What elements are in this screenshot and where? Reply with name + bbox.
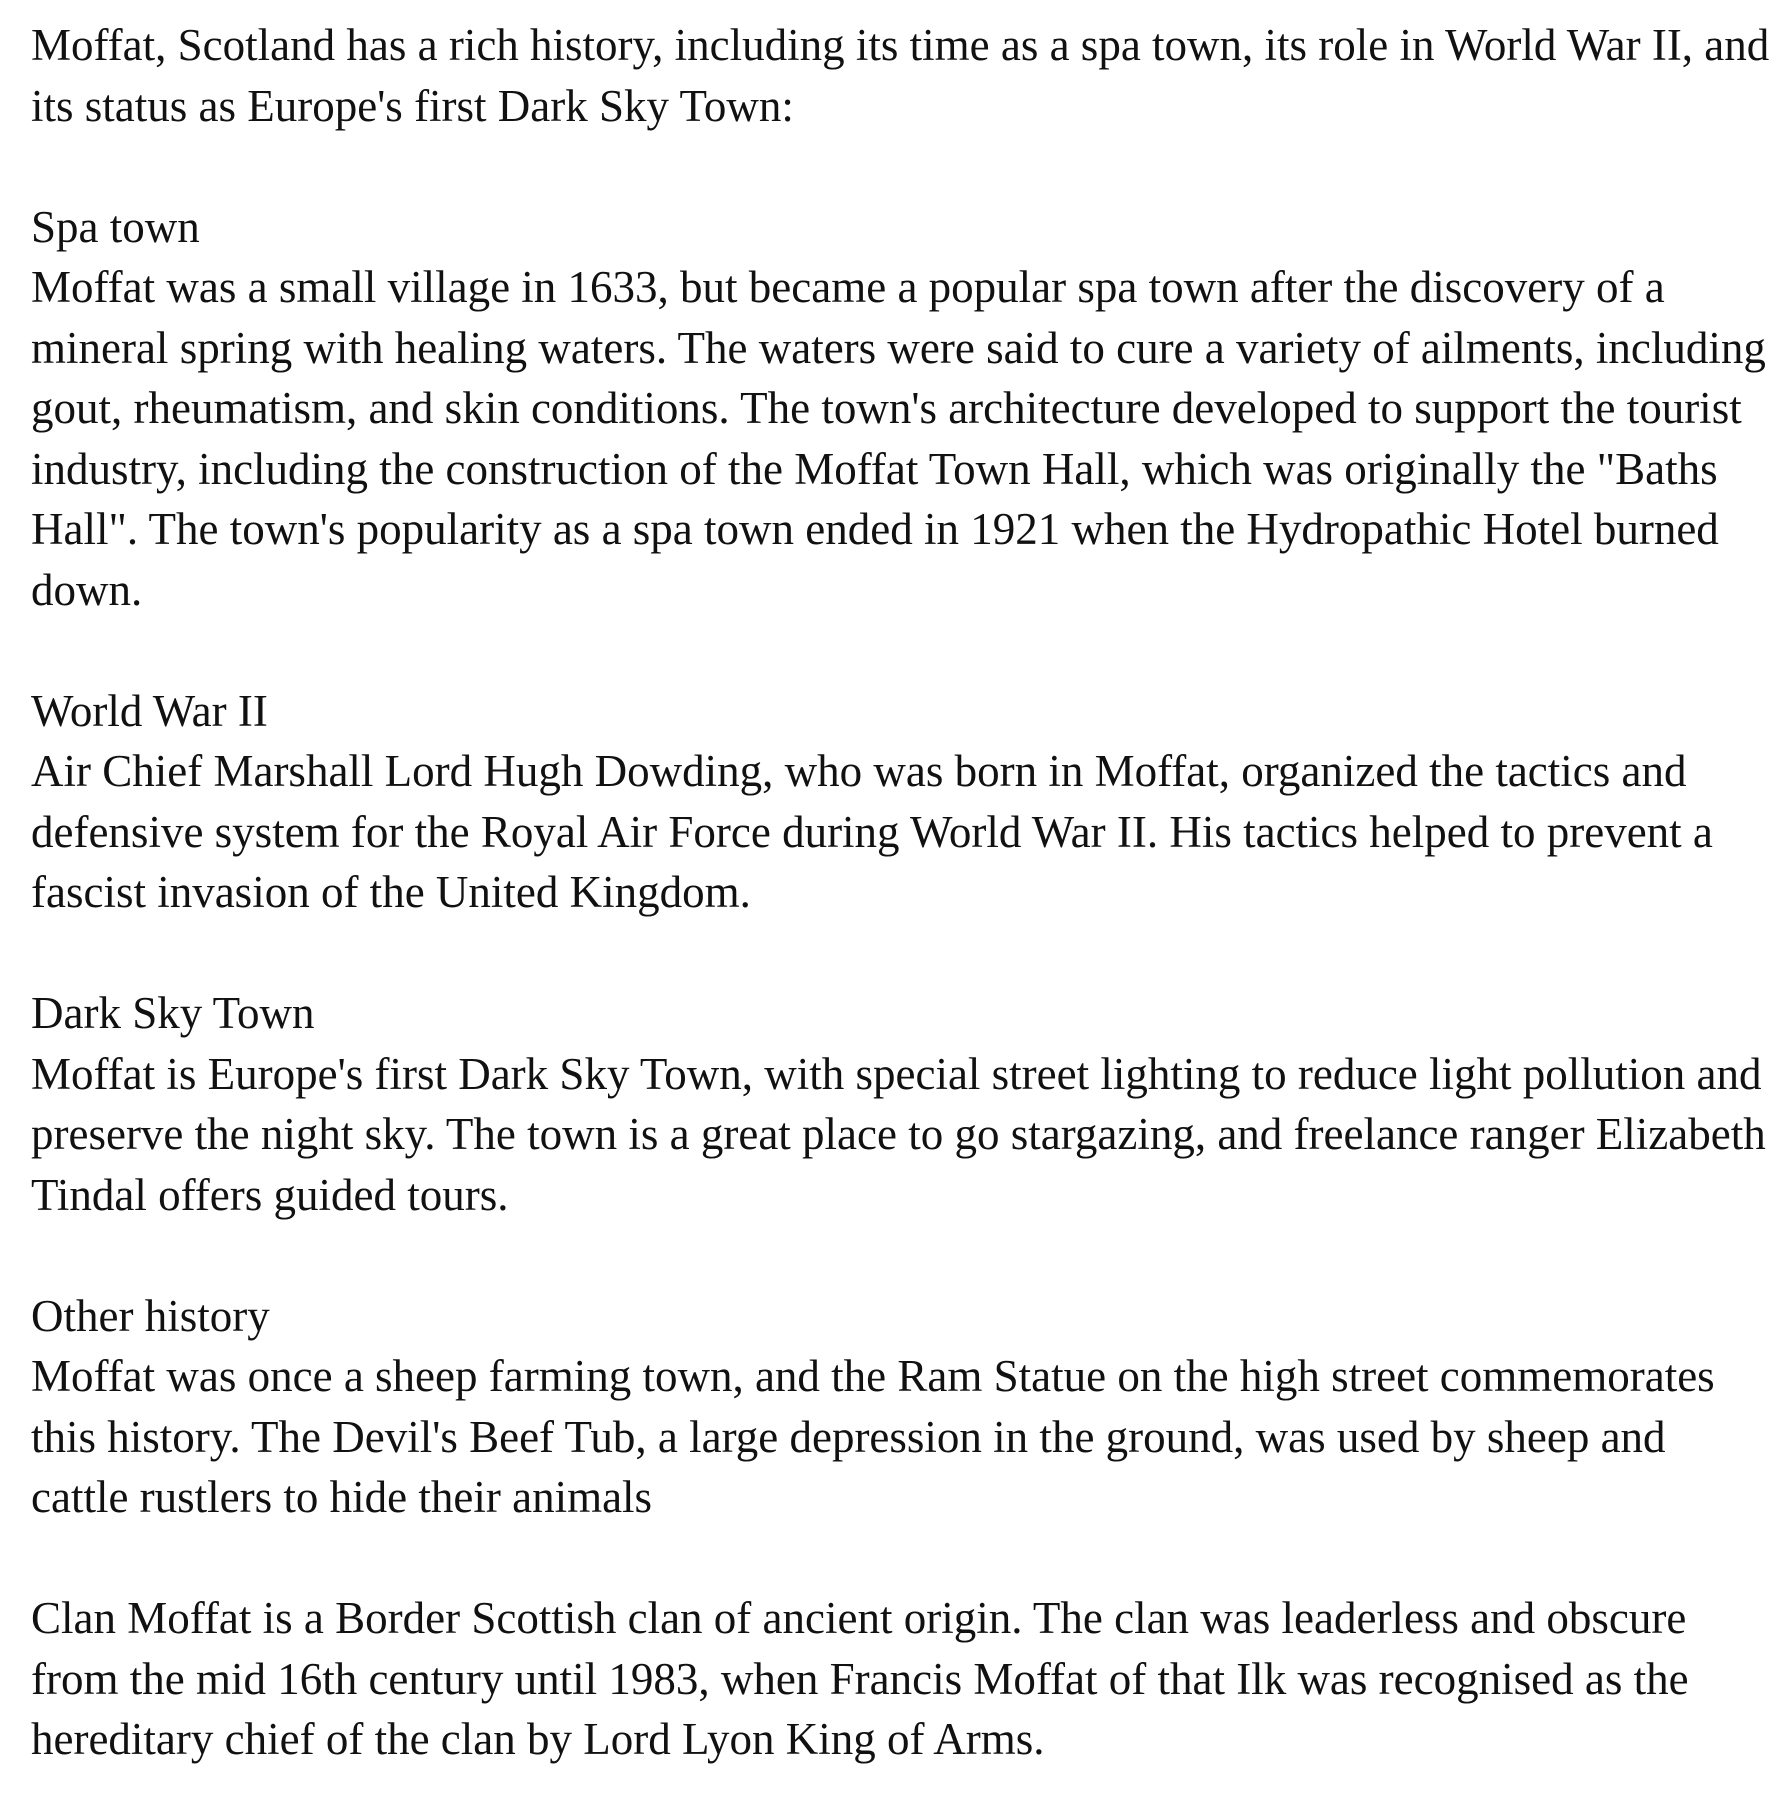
section-heading-spa-town: Spa town (31, 201, 200, 252)
spacer (31, 620, 1771, 681)
section-body-dark-sky-town: Moffat is Europe's first Dark Sky Town, with special street lighting to reduce light pollution and preserve the night sky. The town is a great place to go stargazing, and freelance ranger Elizabeth Tindal offers guided tours. (31, 1048, 1766, 1220)
section-body-spa-town: Moffat was a small village in 1633, but became a popular spa town after the discovery of a mineral spring with healing waters. The waters were said to cure a variety of ailments, including gout, rheumatism, and skin conditions. The town's architecture developed to support the tourist industry, including the construction of the Moffat Town Hall, which was originally the "Baths Hall". The town's popularity as a spa town ended in 1921 when the Hydropathic Hotel burned down. (31, 262, 1766, 615)
closing-paragraph: Clan Moffat is a Border Scottish clan of ancient origin. The clan was leaderless and obscure from the mid 16th century until 1983, when Francis Moffat of that Ilk was recognised as the hereditary chief of the clan by Lord Lyon King of Arms. (31, 1593, 1689, 1764)
document-body (31, 15, 1771, 1770)
section-spa-town (31, 197, 1771, 621)
section-world-war-ii (31, 681, 1771, 923)
spacer (31, 1225, 1771, 1286)
section-heading-other-history: Other history (31, 1290, 270, 1341)
spacer (31, 1528, 1771, 1589)
section-body-other-history: Moffat was once a sheep farming town, and the Ram Statue on the high street commemorates this history. The Devil's Beef Tub, a large depression in the ground, was used by sheep and cattle rustlers to hide their animals (31, 1351, 1715, 1522)
spacer (31, 923, 1771, 984)
section-heading-world-war-ii: World War II (31, 685, 268, 736)
section-other-history (31, 1286, 1771, 1528)
section-heading-dark-sky-town: Dark Sky Town (31, 988, 315, 1038)
section-dark-sky-town (31, 983, 1771, 1225)
intro-paragraph: Moffat, Scotland has a rich history, including its time as a spa town, its role in World War II, and its status as Europe's first Dark Sky Town: (31, 20, 1770, 131)
spacer (31, 136, 1771, 197)
section-body-world-war-ii: Air Chief Marshall Lord Hugh Dowding, who was born in Moffat, organized the tactics and defensive system for the Royal Air Force during World War II. His tactics helped to prevent a fascist invasion of the United Kingdom. (31, 746, 1713, 917)
